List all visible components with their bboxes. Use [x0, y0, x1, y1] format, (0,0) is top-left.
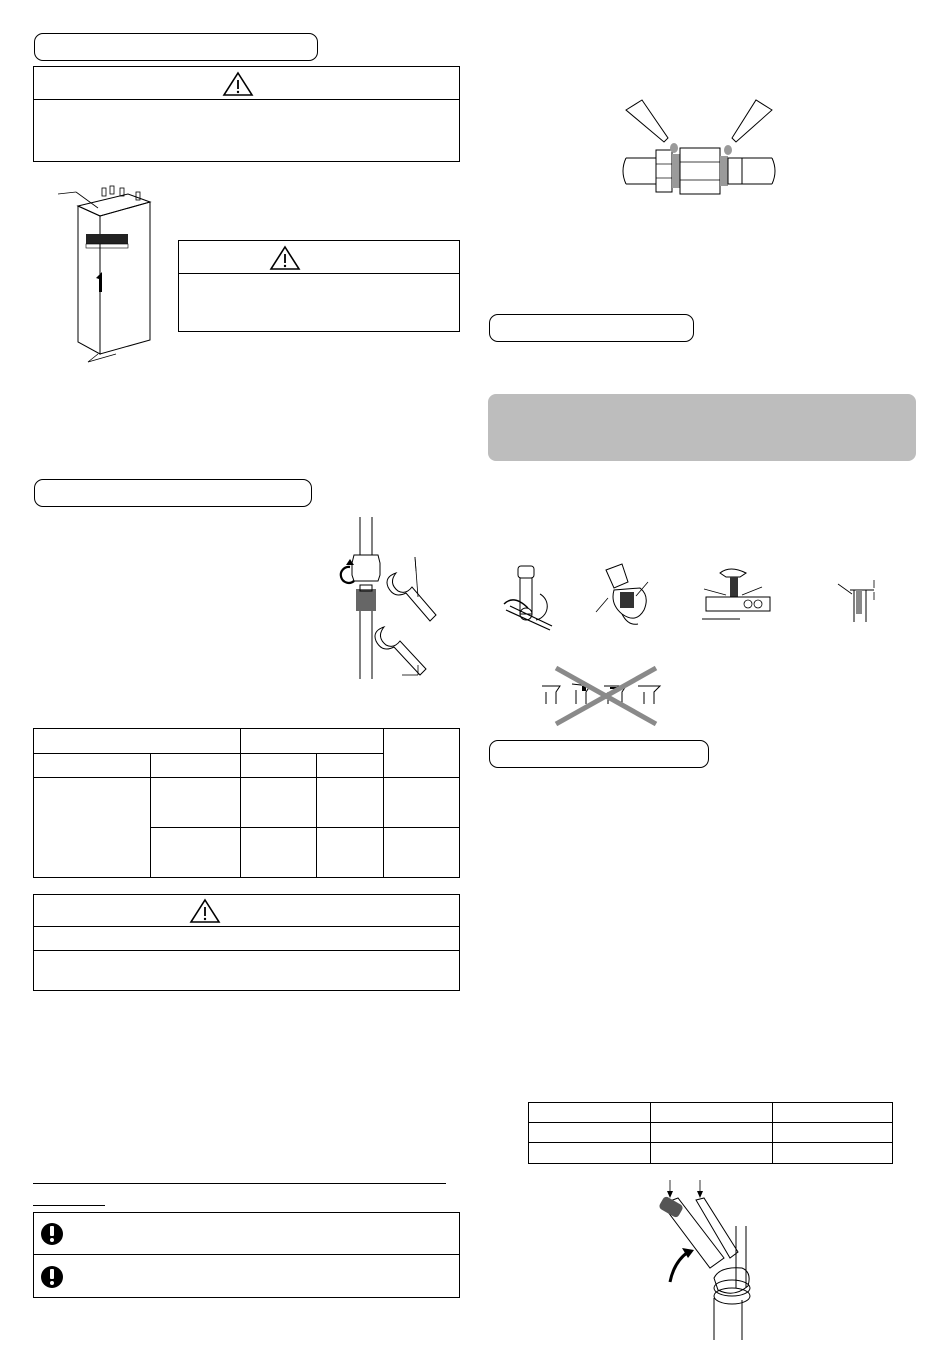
warning-box-3 — [33, 894, 460, 991]
warning-triangle-icon — [222, 71, 254, 97]
deburring-illustration — [592, 562, 656, 634]
grey-notice-banner — [488, 394, 916, 461]
exclamation-circle-icon — [40, 1265, 64, 1289]
indoor-unit-illustration — [50, 178, 170, 368]
section-header-pill-1 — [34, 33, 318, 61]
section-header-pill-3 — [489, 314, 694, 342]
exclamation-circle-icon — [40, 1222, 64, 1246]
text-underline-2 — [33, 1205, 105, 1206]
right-data-table — [528, 1102, 893, 1164]
torque-table — [33, 728, 460, 878]
pipe-cutter-illustration — [500, 564, 558, 634]
bad-flare-examples-illustration — [538, 666, 668, 726]
warning-box-2 — [178, 240, 460, 332]
wrench-tightening-illustration — [330, 515, 440, 680]
mandatory-notice-box — [33, 1212, 460, 1298]
flare-dimension-illustration — [836, 576, 888, 624]
warning-triangle-icon — [269, 245, 301, 271]
flaring-tool-illustration — [700, 565, 780, 627]
section-header-pill-4 — [489, 740, 709, 768]
leak-check-illustration — [612, 98, 787, 210]
text-underline-1 — [33, 1183, 446, 1184]
valve-cap-tightening-illustration — [652, 1178, 752, 1342]
warning-triangle-icon — [189, 898, 221, 924]
section-header-pill-2 — [34, 479, 312, 507]
warning-box-1 — [33, 66, 460, 162]
